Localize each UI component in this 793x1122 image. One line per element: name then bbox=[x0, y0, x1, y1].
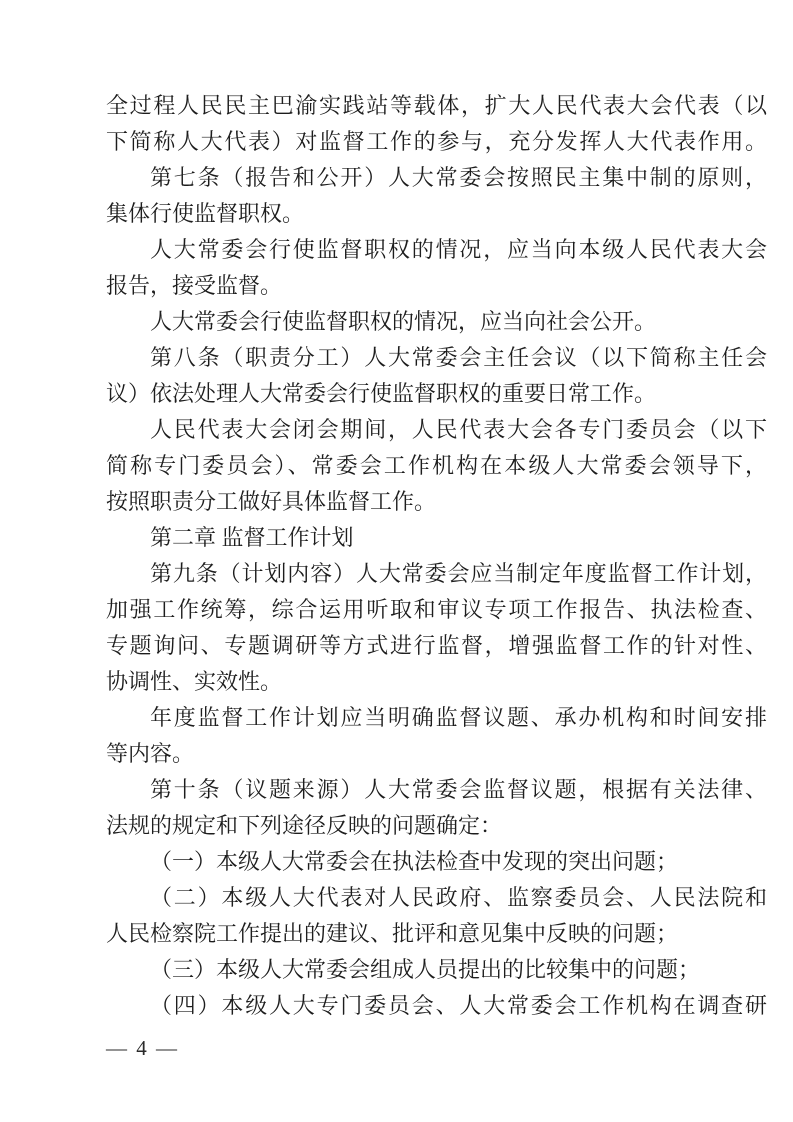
text-line: 集体行使监督职权。 bbox=[106, 201, 305, 226]
text-line: 专题询问、专题调研等方式进行监督，增强监督工作的针对性、 bbox=[106, 633, 767, 658]
text-line: 简称专门委员会）、常委会工作机构在本级人大常委会领导下， bbox=[106, 453, 767, 478]
text-line: 下简称人大代表）对监督工作的参与，充分发挥人大代表作用。 bbox=[106, 129, 767, 154]
text-line: 人大常委会行使监督职权的情况，应当向本级人民代表大会 bbox=[150, 237, 767, 262]
text-line: （三）本级人大常委会组成人员提出的比较集中的问题； bbox=[150, 957, 701, 982]
document-text bbox=[106, 88, 767, 1024]
page-number: — 4 — bbox=[106, 1036, 179, 1060]
text-line: （一）本级人大常委会在执法检查中发现的突出问题； bbox=[150, 849, 679, 874]
text-line: 法规的规定和下列途径反映的问题确定： bbox=[106, 813, 503, 838]
text-line: 第二章 监督工作计划 bbox=[150, 525, 354, 550]
text-line: 等内容。 bbox=[106, 741, 195, 766]
text-line: 第八条（职责分工）人大常委会主任会议（以下简称主任会 bbox=[150, 345, 767, 370]
text-line: 年度监督工作计划应当明确监督议题、承办机构和时间安排 bbox=[150, 705, 767, 730]
text-line: 第十条（议题来源）人大常委会监督议题，根据有关法律、 bbox=[150, 777, 767, 802]
text-line: 人民代表大会闭会期间，人民代表大会各专门委员会（以下 bbox=[150, 417, 767, 442]
text-line: 按照职责分工做好具体监督工作。 bbox=[106, 489, 437, 514]
text-line: 人民检察院工作提出的建议、批评和意见集中反映的问题； bbox=[106, 921, 679, 946]
text-line: 第七条（报告和公开）人大常委会按照民主集中制的原则， bbox=[150, 165, 767, 190]
text-line: （二）本级人大代表对人民政府、监察委员会、人民法院和 bbox=[150, 885, 767, 910]
text-line: 议）依法处理人大常委会行使监督职权的重要日常工作。 bbox=[106, 381, 657, 406]
text-line: 第九条（计划内容）人大常委会应当制定年度监督工作计划， bbox=[150, 561, 767, 586]
text-line: 人大常委会行使监督职权的情况，应当向社会公开。 bbox=[150, 309, 657, 334]
text-line: 加强工作统筹，综合运用听取和审议专项工作报告、执法检查、 bbox=[106, 597, 767, 622]
text-line: 全过程人民民主巴渝实践站等载体，扩大人民代表大会代表（以 bbox=[106, 93, 767, 118]
text-line: 报告，接受监督。 bbox=[106, 273, 283, 298]
text-line: 协调性、实效性。 bbox=[106, 669, 283, 694]
text-line: （四）本级人大专门委员会、人大常委会工作机构在调查研 bbox=[150, 993, 767, 1018]
